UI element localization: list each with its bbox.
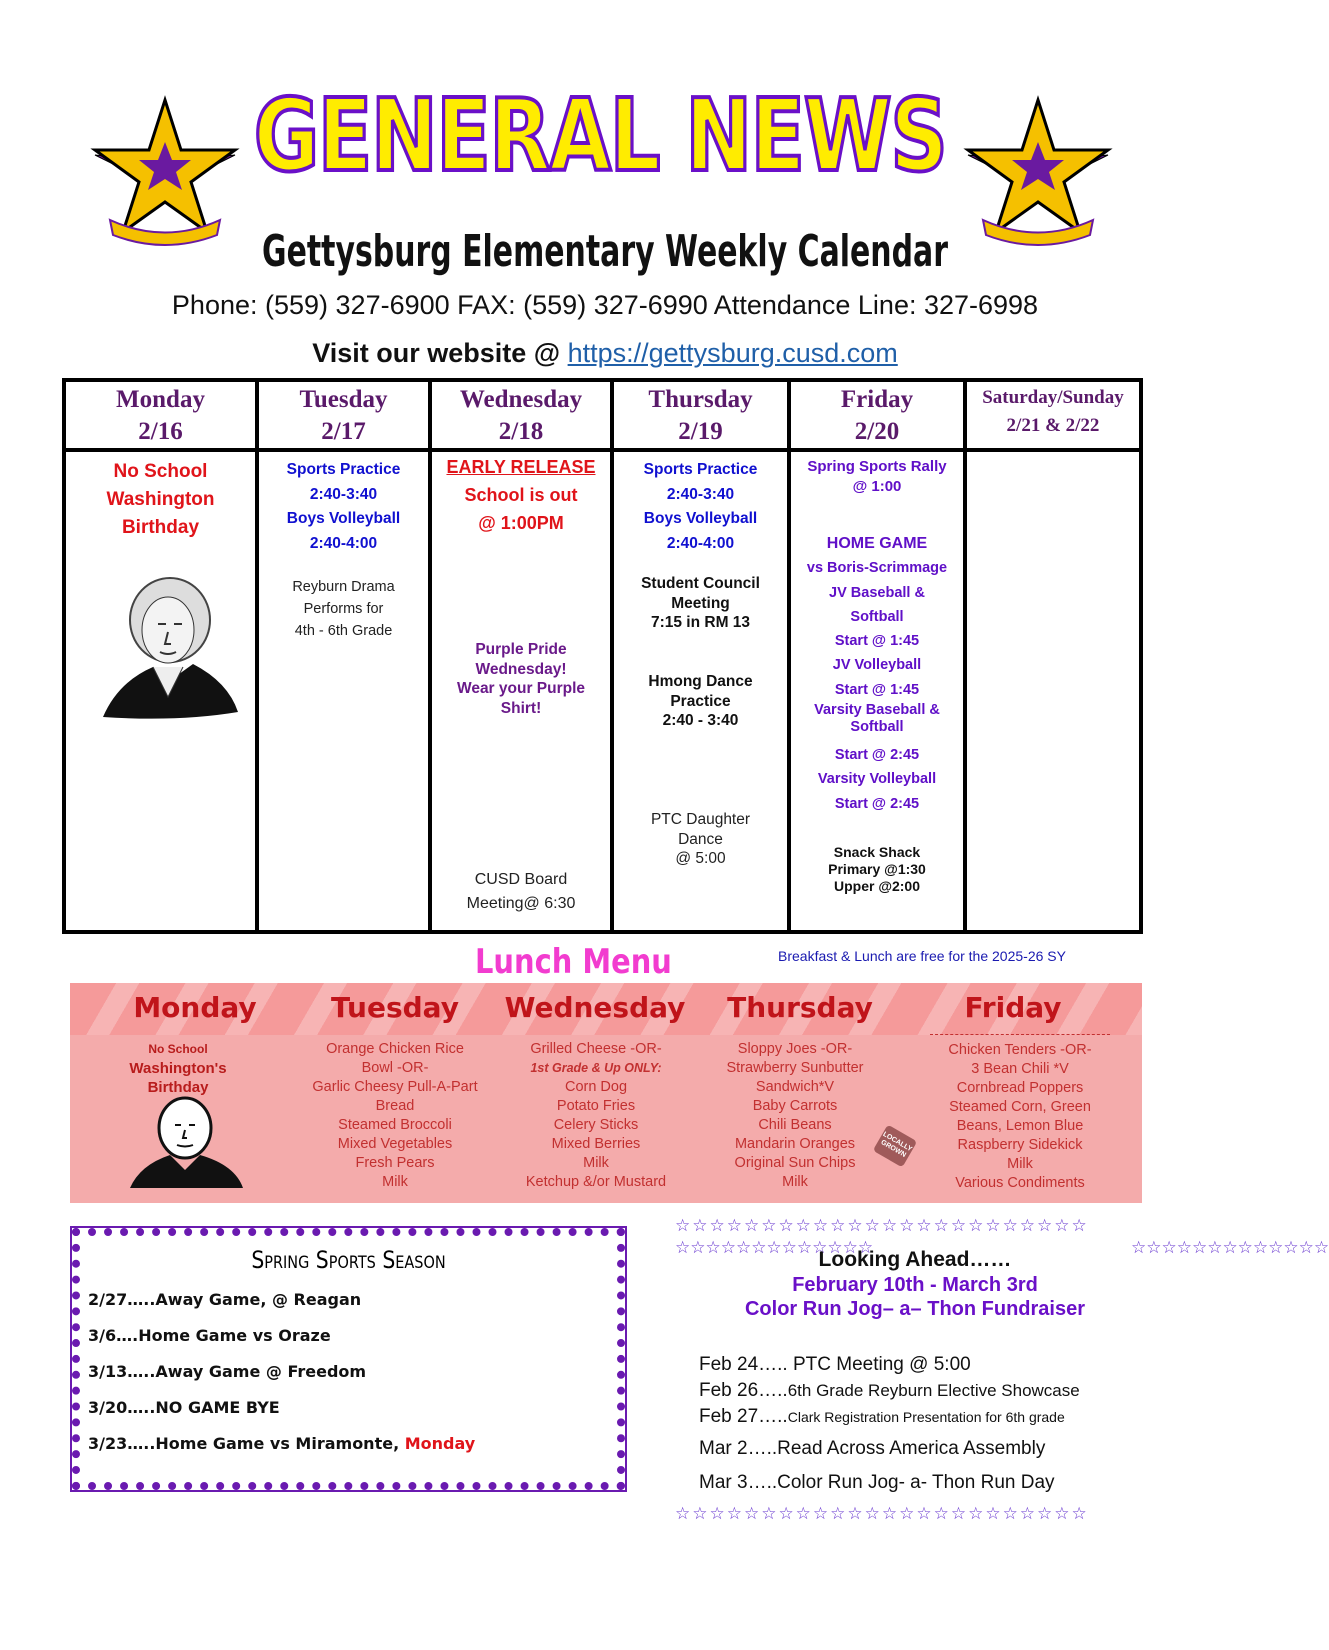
star-border-left: ☆☆☆☆☆☆☆☆☆☆☆☆☆: [675, 1238, 874, 1257]
event-sports-rally: Spring Sports Rally @ 1:00: [807, 458, 947, 495]
lunch-wednesday: Grilled Cheese -OR- 1st Grade & Up ONLY: Corn Dog Potato Fries Celery Sticks Mixed Berries Milk Ketchup &/or Mustard: [525, 1041, 667, 1190]
washington-silhouette: [125, 1090, 245, 1190]
event-sports-practice: Sports Practice 2:40-3:40 Boys Volleyball 2:40-4:00: [286, 461, 401, 552]
lunch-friday: Chicken Tenders -OR- 3 Bean Chili *V Cornbread Poppers Steamed Corn, Green Beans, Lemon Blue Raspberry Sidekick Milk Various Condiments: [915, 1042, 1125, 1193]
upcoming-item: Feb 26…..6th Grade Reyburn Elective Showcase: [699, 1380, 1080, 1401]
website-line: [0, 338, 1210, 369]
george-washington-portrait: [98, 572, 238, 722]
fundraiser-name: Color Run Jog– a– Thon Fundraiser: [744, 1298, 1086, 1320]
cell-wednesday: [430, 450, 612, 932]
looking-ahead-title: Looking Ahead……: [818, 1248, 1012, 1271]
upcoming-item: Feb 27…..Clark Registration Presentation for 6th grade: [699, 1406, 1065, 1427]
sports-item: 3/13…..Away Game @ Freedom: [88, 1362, 367, 1381]
lunch-day-wednesday: Wednesday: [504, 991, 686, 1024]
day-header-monday: Monday 2/16: [64, 380, 257, 450]
event-student-council: Student Council Meeting 7:15 in RM 13: [641, 575, 760, 631]
event-early-release: EARLY RELEASE School is out @ 1:00PM: [446, 457, 596, 533]
sports-item: 3/6….Home Game vs Oraze: [88, 1326, 331, 1345]
event-purple-pride: Purple Pride Wednesday! Wear your Purple Shirt!: [456, 641, 586, 717]
sports-item: 2/27…..Away Game, @ Reagan: [88, 1290, 362, 1309]
event-ptc-dance: PTC Daughter Dance @ 5:00: [650, 811, 751, 867]
looking-ahead-box: [675, 1216, 1329, 1528]
star-border-bottom: ☆☆☆☆☆☆☆☆☆☆☆☆☆☆☆☆☆☆☆☆☆☆☆☆: [675, 1504, 1089, 1523]
star-border-top: ☆☆☆☆☆☆☆☆☆☆☆☆☆☆☆☆☆☆☆☆☆☆☆☆: [675, 1216, 1089, 1235]
upcoming-item: Feb 24….. PTC Meeting @ 5:00: [699, 1354, 971, 1375]
event-cusd-board: CUSD Board Meeting@ 6:30: [466, 871, 576, 912]
cell-weekend: [965, 450, 1141, 932]
newsletter-title: GENERAL NEWS: [253, 77, 947, 194]
event-home-game: HOME GAME vs Boris-Scrimmage JV Baseball & Softball Start @ 1:45 JV Volleyball Start @ 1:45 Varsity Baseball & Softball Start @ 2:45 Varsity Volleyball Start @ 2:45: [806, 535, 948, 812]
contact-info: Phone: (559) 327-6900 FAX: (559) 327-6990 Attendance Line: 327-6998: [171, 290, 1039, 320]
website-label: Visit our website @: [312, 338, 568, 368]
website-link[interactable]: https://gettysburg.cusd.com: [567, 338, 898, 368]
upcoming-item: Mar 2…..Read Across America Assembly: [699, 1438, 1046, 1459]
cell-thursday: [612, 450, 789, 932]
lunch-thursday: Sloppy Joes -OR- Strawberry Sunbutter Sandwich*V Baby Carrots Chili Beans Mandarin Oranges Original Sun Chips Milk: [726, 1041, 864, 1190]
fundraiser-dates: February 10th - March 3rd: [792, 1274, 1038, 1296]
event-hmong-dance: Hmong Dance Practice 2:40 - 3:40: [648, 673, 753, 729]
weekly-calendar: [62, 378, 1143, 934]
day-header-wednesday: Wednesday 2/18: [430, 380, 612, 450]
event-snack-shack: Snack Shack Primary @1:30 Upper @2:00: [828, 844, 926, 894]
lunch-menu-title: Lunch Menu: [475, 942, 672, 982]
cell-monday: [64, 450, 257, 932]
lunch-day-monday: Monday: [133, 991, 257, 1024]
sports-item: 3/20…..NO GAME BYE: [88, 1398, 280, 1417]
day-header-weekend: Saturday/Sunday 2/21 & 2/22: [965, 380, 1141, 450]
day-header-tuesday: Tuesday 2/17: [257, 380, 430, 450]
event-reyburn-drama: Reyburn Drama Performs for 4th - 6th Grade: [292, 579, 395, 639]
locally-grown-badge: LOCALLY GROWN: [873, 1125, 917, 1168]
lunch-monday: No School Washington's Birthday: [129, 1042, 227, 1096]
sports-item: 3/23…..Home Game vs Miramonte, Monday: [88, 1434, 476, 1453]
lunch-day-friday: Friday: [964, 991, 1062, 1024]
lunch-day-tuesday: Tuesday: [331, 991, 459, 1024]
day-header-thursday: Thursday 2/19: [612, 380, 789, 450]
cell-friday: [789, 450, 965, 932]
lunch-menu: [70, 983, 1142, 1203]
free-meals-note: Breakfast & Lunch are free for the 2025-26 SY: [778, 948, 1066, 964]
lunch-tuesday: Orange Chicken Rice Bowl -OR- Garlic Cheesy Pull-A-Part Bread Steamed Broccoli Mixed Vegetables Fresh Pears Milk: [312, 1041, 478, 1190]
star-border-right: ☆☆☆☆☆☆☆☆☆☆☆☆☆: [1131, 1238, 1329, 1257]
spring-sports-box: [72, 1228, 625, 1490]
lunch-day-thursday: Thursday: [727, 991, 873, 1024]
day-header-friday: Friday 2/20: [789, 380, 965, 450]
spring-sports-title: Spring Sports Season: [251, 1246, 446, 1274]
upcoming-item: Mar 3…..Color Run Jog- a- Thon Run Day: [699, 1472, 1055, 1493]
event-sports-practice: Sports Practice 2:40-3:40 Boys Volleyball 2:40-4:00: [643, 461, 758, 552]
newsletter-subtitle: Gettysburg Elementary Weekly Calendar: [262, 226, 948, 277]
cell-tuesday: [257, 450, 430, 932]
event-no-school: No School Washington Birthday: [106, 461, 215, 538]
